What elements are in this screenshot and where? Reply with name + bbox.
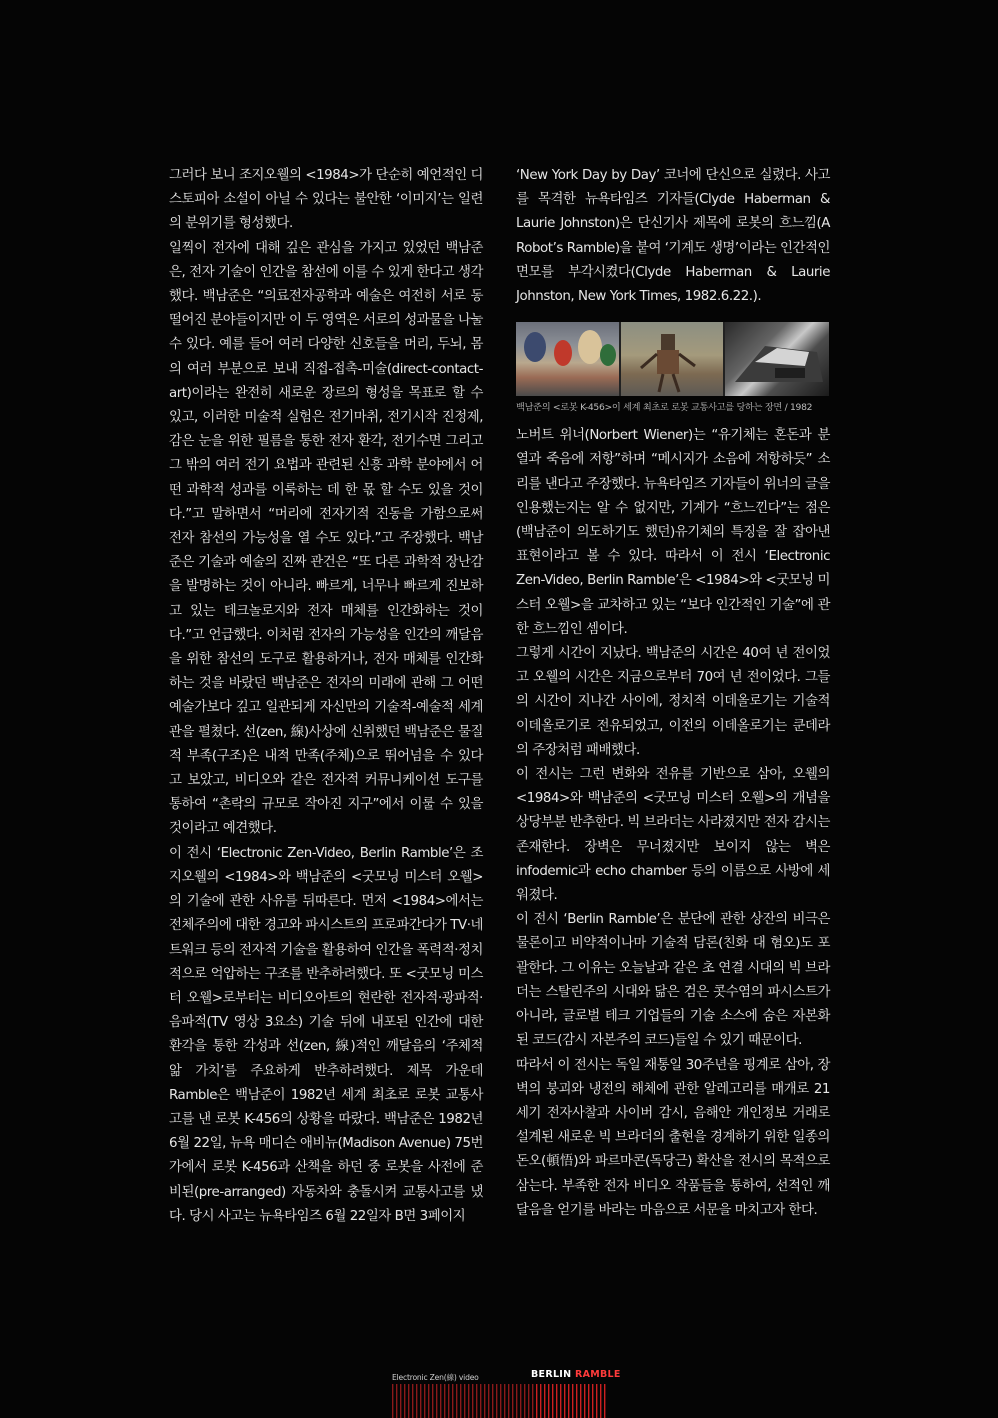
right-text-column xyxy=(516,164,830,1223)
barcode-stripe xyxy=(516,1384,517,1418)
barcode-stripe xyxy=(512,1384,513,1418)
photo-frame-car-closeup xyxy=(725,322,829,396)
crowd-figure xyxy=(524,332,546,362)
paragraph: 일찍이 전자에 대해 깊은 관심을 가지고 있었던 백남준은, 전자 기술이 인간을 참선에 이를 수 있게 한다고 생각했다. 백남준은 “의료전자공학과 예술은 여전히 서로 동떨어진 분야들이지만 이 두 영역은 서로의 성과물을 나눌 수 있다. 예를 들어 여러 다양한 신호들을 머리, 두뇌, 몸의 여러 부분으로 보내 직접-접촉-미술(direct-contact-art)이라는 완전히 새로운 장르의 형성을 목표로 할 수 있고, 이러한 미술적 실험은 전기마취, 전기시작 진정제, 감은 눈을 위한 필름을 통한 전자 환각, 전기수면 그리고 그 밖의 여러 전기 요법과 관련된 신흥 과학 분야에서 어떤 과학적 성과를 이룩하는 데 한 몫 할 수도 있을 것이다.”고 말하면서 “머리에 전자기적 진동을 가함으로써 전자 참선의 가능성을 열 수도 있다.”고 주장했다. 백남준은 기술과 예술의 진짜 관건은 “또 다른 과학적 장난감을 발명하는 것이 아니라. 빠르게, 너무나 빠르게 진보하고 있는 테크놀로지와 전자 매체를 인간화하는 것이다.”고 언급했다. 이처럼 전자의 가능성을 인간의 깨달음을 위한 참선의 도구로 활용하거나, 전자 매체를 인간화하는 것을 바랐던 백남준은 전자의 미래에 관해 그 어떤 예술가보다 깊고 일관되게 자신만의 기술적-예술적 세계관을 펼쳤다. 선(zen, 線)사상에 신취했던 백남준은 물질적 부족(구조)은 내적 만족(주체)으로 뛰어넘을 수 있다고 보았고, 비디오와 같은 전자적 커뮤니케이션 도구를 통하여 “촌락의 규모로 작아진 지구”에서 이룰 수 있을 것이라고 예견했다. xyxy=(169,240,483,837)
barcode-stripe xyxy=(536,1384,537,1418)
left-text-column xyxy=(169,164,483,1229)
barcode-stripe xyxy=(392,1384,393,1418)
barcode-stripe xyxy=(452,1384,453,1418)
barcode-stripe xyxy=(600,1384,601,1418)
car-figure-icon xyxy=(725,322,829,396)
paragraph: ‘New York Day by Day’ 코너에 단신으로 실렸다. 사고를 목격한 뉴욕타임즈 기자들(Clyde Haberman & Laurie Johnston)은 단신기사 제목에 로봇의 흐느낌(A Robot’s Ramble)을 붙여 ‘기계도 생명’이라는 인간적인 면모를 부각시켰다(Clyde Haberman & Laurie Johnston, New York Times, 1982.6.22.). xyxy=(516,168,830,305)
barcode-stripe xyxy=(428,1384,429,1418)
barcode-stripe xyxy=(560,1384,561,1418)
paragraph: 따라서 이 전시는 독일 재통일 30주년을 핑계로 삼아, 장벽의 붕괴와 냉전의 해체에 관한 알레고리를 매개로 21세기 전자사찰과 사이버 감시, 음해안 개인정보 거래로 설계된 새로운 빅 브라더의 출현을 경계하기 위한 일종의 돈오(頓悟)와 파르마콘(독당근) 확산을 전시의 목적으로 삼는다. 부족한 전자 비디오 작품들을 통하여, 선적인 깨달음을 얻기를 바라는 마음으로 서문을 마치고자 한다. xyxy=(516,1057,830,1218)
footer-logo-accent: RAMBLE xyxy=(575,1369,621,1380)
barcode-stripe xyxy=(436,1384,437,1418)
barcode-stripe xyxy=(604,1384,605,1418)
barcode-stripe xyxy=(424,1384,425,1418)
footer-logo xyxy=(531,1369,621,1380)
barcode-stripe xyxy=(532,1384,533,1418)
photo-caption: 백남준의 <로봇 K-456>이 세계 최초로 로봇 교통사고를 당하는 장면 / 1982 xyxy=(516,402,813,414)
barcode-stripe xyxy=(484,1384,485,1418)
barcode-stripe xyxy=(552,1384,553,1418)
barcode-stripe xyxy=(572,1384,573,1418)
barcode-stripe xyxy=(464,1384,465,1418)
barcode-stripe xyxy=(472,1384,473,1418)
footer-exhibition-title: Electronic Zen(線) video xyxy=(392,1373,479,1382)
barcode-stripe xyxy=(420,1384,421,1418)
paragraph: 그러다 보니 조지오웰의 <1984>가 단순히 예언적인 디스토피아 소설이 아닐 수 있다는 불안한 ‘이미지’는 일련의 분위기를 형성했다. xyxy=(169,168,483,232)
barcode-stripe xyxy=(548,1384,549,1418)
barcode-stripe xyxy=(544,1384,545,1418)
crowd-figure xyxy=(600,344,616,366)
barcode-stripe xyxy=(460,1384,461,1418)
barcode-stripe xyxy=(556,1384,557,1418)
barcode-stripe xyxy=(500,1384,501,1418)
barcode-stripe xyxy=(444,1384,445,1418)
barcode-stripe xyxy=(468,1384,469,1418)
barcode-stripe xyxy=(576,1384,577,1418)
robot-figure-icon xyxy=(621,322,723,396)
barcode-stripe xyxy=(520,1384,521,1418)
barcode-stripe xyxy=(440,1384,441,1418)
barcode-stripe xyxy=(564,1384,565,1418)
barcode-stripe xyxy=(588,1384,589,1418)
barcode-stripe xyxy=(432,1384,433,1418)
barcode-stripe xyxy=(448,1384,449,1418)
barcode-stripe xyxy=(496,1384,497,1418)
barcode-stripe xyxy=(568,1384,569,1418)
paragraph: 이 전시 ‘Berlin Ramble’은 분단에 관한 상잔의 비극은 물론이고 비약적이나마 기술적 담론(친화 대 혐오)도 포괄한다. 그 이유는 오늘날과 같은 초 연결 시대의 빅 브라더는 스탈린주의 시대와 닮은 검은 콧수염의 파시스트가 아니라, 글로벌 테크 기업들의 기술 소스에 숨은 자본화 된 코드(감시 자본주의 코드)들일 수 있기 때문이다. xyxy=(516,912,830,1049)
crowd-figure xyxy=(554,340,572,366)
paragraph: 그렇게 시간이 지났다. 백남준의 시간은 40여 년 전이었고 오웰의 시간은 지금으로부터 70여 년 전이었다. 그들의 시간이 지나간 사이에, 정치적 이데올로기는 기술적 이데올로기로 전유되었고, 이전의 이데올로기는 쿤데라의 주장처럼 패배했다. xyxy=(516,646,830,758)
paragraph: 이 전시 ‘Electronic Zen-Video, Berlin Ramble’은 조지오웰의 <1984>와 백남준의 <굿모닝 미스터 오웰>의 기술에 관한 사유를 뒤따른다. 먼저 <1984>에서는 전체주의에 대한 경고와 파시스트의 프로파간다가 TV·네트워크 등의 전자적 기술을 활용하여 인간을 폭력적·정치적으로 억압하는 구조를 반추하려했다. 또 <굿모닝 미스터 오웰>로부터는 비디오아트의 현란한 전자적·광파적·음파적(TV 영상 3요소) 기술 뒤에 내포된 인간에 대한 환각을 통한 각성과 선(zen, 線)적인 깨달음의 ‘주체적 앎 가치’를 주요하게 반추하려했다. 제목 가운데 Ramble은 백남준이 1982년 세계 최초로 로봇 교통사고를 낸 로봇 K-456의 상황을 따랐다. 백남준은 1982년 6월 22일, 뉴욕 매디슨 애비뉴(Madison Avenue) 75번가에서 로봇 K-456과 산책을 하던 중 로봇을 사전에 준비된(pre-arranged) 자동차와 충돌시켜 교통사고를 냈다. 당시 사고는 뉴욕타임즈 6월 22일자 B면 3페이지 xyxy=(169,845,483,1224)
barcode-stripe xyxy=(480,1384,481,1418)
barcode-stripe xyxy=(412,1384,413,1418)
paragraph: 이 전시는 그런 변화와 전유를 기반으로 삼아, 오웰의 <1984>와 백남준의 <굿모닝 미스터 오웰>의 개념을 상당부분 반추한다. 빅 브라더는 사라졌지만 전자 감시는 존재한다. 장벽은 무너졌지만 보이지 않는 벽은 infodemic과 echo chamber 등의 이름으로 사방에 세워졌다. xyxy=(516,767,830,904)
barcode-stripe xyxy=(396,1384,397,1418)
footer-logo-main: BERLIN xyxy=(531,1369,575,1380)
photo-frame-robot xyxy=(621,322,723,396)
barcode-stripe xyxy=(524,1384,525,1418)
barcode-stripe xyxy=(528,1384,529,1418)
barcode-stripe xyxy=(492,1384,493,1418)
barcode-stripe xyxy=(488,1384,489,1418)
barcode-stripe xyxy=(580,1384,581,1418)
barcode-stripe xyxy=(408,1384,409,1418)
barcode-stripe xyxy=(596,1384,597,1418)
barcode-stripe xyxy=(400,1384,401,1418)
barcode-stripe xyxy=(404,1384,405,1418)
barcode-stripe xyxy=(540,1384,541,1418)
barcode-stripe xyxy=(508,1384,509,1418)
photo-frame-street-crowd xyxy=(516,322,619,396)
barcode-stripe xyxy=(456,1384,457,1418)
crowd-figure xyxy=(578,330,602,364)
barcode-stripe xyxy=(592,1384,593,1418)
robot-accident-photo xyxy=(516,322,829,396)
barcode-stripe xyxy=(416,1384,417,1418)
barcode-stripes-decoration xyxy=(392,1384,606,1418)
barcode-stripe xyxy=(584,1384,585,1418)
barcode-stripe xyxy=(476,1384,477,1418)
barcode-stripe xyxy=(504,1384,505,1418)
paragraph: 노버트 위너(Norbert Wiener)는 “유기체는 혼돈과 분열과 죽음에 저항”하며 “메시지가 소음에 저항하듯” 소리를 낸다고 주장했다. 뉴욕타임즈 기자들이 위너의 글을 인용했는지는 알 수 없지만, 기계가 “흐느낀다”는 점은 (백남준이 의도하기도 했던)유기체의 특징을 잘 잡아낸 표현이라고 볼 수 있다. 따라서 이 전시 ‘Electronic Zen-Video, Berlin Ramble’은 <1984>와 <굿모닝 미스터 오웰>을 교차하고 있는 “보다 인간적인 기술”에 관한 흐느낌인 셈이다. xyxy=(516,428,830,637)
